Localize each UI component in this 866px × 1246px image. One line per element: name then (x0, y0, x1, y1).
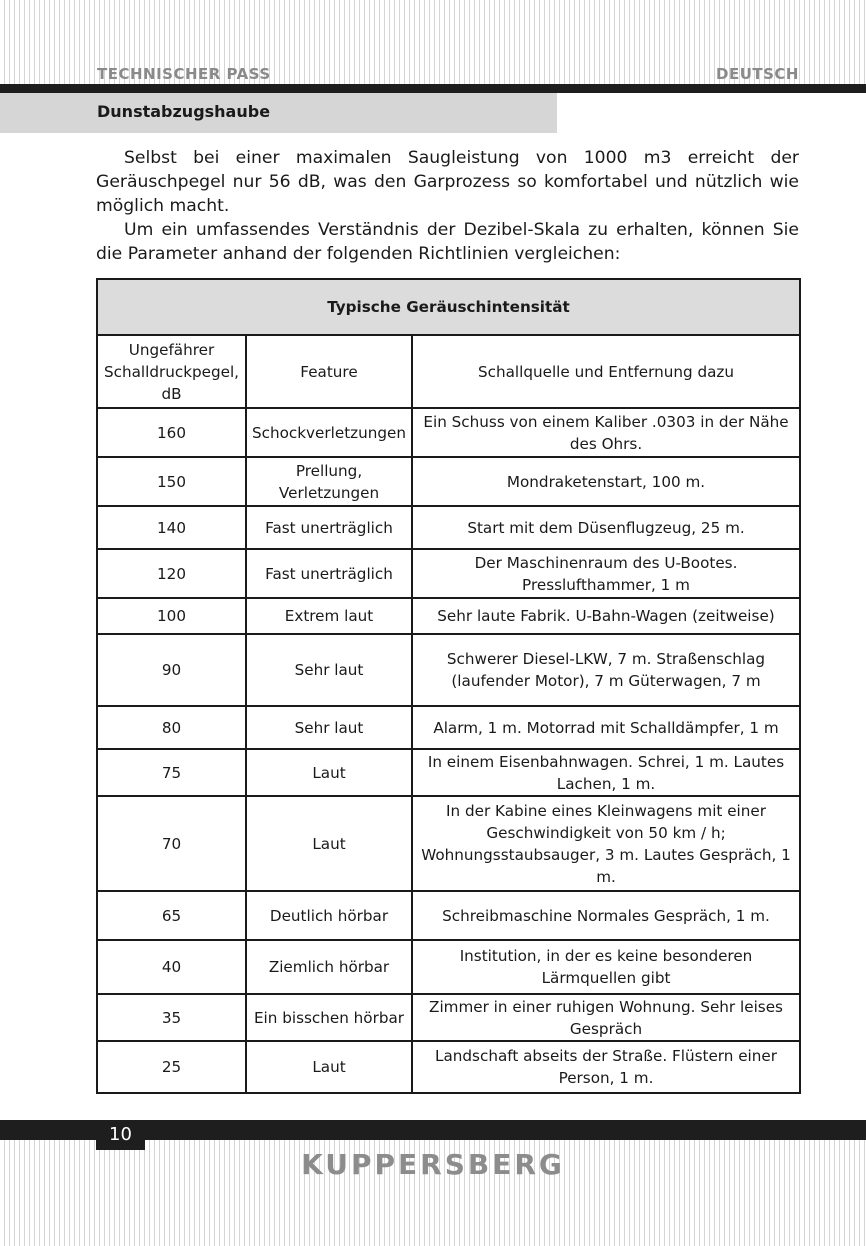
feature-cell: Fast unerträglich (246, 549, 412, 598)
source-cell: In der Kabine eines Kleinwagens mit einer Geschwindigkeit von 50 km / h; Wohnungsstaubsauger, 3 m. Lautes Gespräch, 1 m. (412, 796, 800, 891)
section-title: Dunstabzugshaube (97, 102, 271, 121)
db-cell: 150 (97, 457, 246, 506)
feature-cell: Extrem laut (246, 598, 412, 634)
noise-intensity-table (96, 278, 801, 1094)
table-row (97, 891, 800, 940)
source-cell: In einem Eisenbahnwagen. Schrei, 1 m. Lautes Lachen, 1 m. (412, 749, 800, 796)
table-row (97, 408, 800, 457)
table-title-row (97, 279, 800, 335)
table-title: Typische Geräuschintensität (97, 279, 800, 335)
table-row (97, 749, 800, 796)
db-cell: 75 (97, 749, 246, 796)
table-row (97, 598, 800, 634)
feature-cell: Ziemlich hörbar (246, 940, 412, 994)
feature-cell: Sehr laut (246, 634, 412, 706)
source-cell: Ein Schuss von einem Kaliber .0303 in der Nähe des Ohrs. (412, 408, 800, 457)
table-row (97, 994, 800, 1041)
table-row (97, 940, 800, 994)
intro-paragraph-2: Um ein umfassendes Verständnis der Dezibel-Skala zu erhalten, können Sie die Parameter anhand der folgenden Richtlinien vergleichen: (96, 220, 799, 264)
db-cell: 80 (97, 706, 246, 749)
feature-cell: Prellung, Verletzungen (246, 457, 412, 506)
feature-cell: Laut (246, 1041, 412, 1093)
table-row (97, 457, 800, 506)
db-cell: 100 (97, 598, 246, 634)
table-row (97, 634, 800, 706)
table-row (97, 549, 800, 598)
section-band (0, 93, 557, 133)
table-header-row (97, 335, 800, 408)
feature-cell: Laut (246, 796, 412, 891)
table-row (97, 796, 800, 891)
brand-logo: KUPPERSBERG (301, 1148, 565, 1181)
source-cell: Alarm, 1 m. Motorrad mit Schalldämpfer, 1 m (412, 706, 800, 749)
feature-cell: Ein bisschen hörbar (246, 994, 412, 1041)
header-doc-type: TECHNISCHER PASS (97, 65, 271, 83)
source-cell: Sehr laute Fabrik. U-Bahn-Wagen (zeitweise) (412, 598, 800, 634)
db-cell: 25 (97, 1041, 246, 1093)
db-cell: 160 (97, 408, 246, 457)
feature-cell: Fast unerträglich (246, 506, 412, 549)
db-cell: 40 (97, 940, 246, 994)
intro-text (96, 146, 799, 266)
source-cell: Schreibmaschine Normales Gespräch, 1 m. (412, 891, 800, 940)
db-cell: 70 (97, 796, 246, 891)
db-cell: 65 (97, 891, 246, 940)
column-header-source: Schallquelle und Entfernung dazu (412, 335, 800, 408)
source-cell: Landschaft abseits der Straße. Flüstern einer Person, 1 m. (412, 1041, 800, 1093)
db-cell: 120 (97, 549, 246, 598)
intro-paragraph-1: Selbst bei einer maximalen Saugleistung von 1000 m3 erreicht der Geräuschpegel nur 56 dB, was den Garprozess so komfortabel und nützlich wie möglich macht. (96, 148, 799, 216)
feature-cell: Schockverletzungen (246, 408, 412, 457)
table-row (97, 1041, 800, 1093)
source-cell: Der Maschinenraum des U-Bootes. Presslufthammer, 1 m (412, 549, 800, 598)
db-cell: 140 (97, 506, 246, 549)
source-cell: Institution, in der es keine besonderen Lärmquellen gibt (412, 940, 800, 994)
db-cell: 90 (97, 634, 246, 706)
feature-cell: Deutlich hörbar (246, 891, 412, 940)
feature-cell: Laut (246, 749, 412, 796)
table-row (97, 506, 800, 549)
source-cell: Zimmer in einer ruhigen Wohnung. Sehr leises Gespräch (412, 994, 800, 1041)
source-cell: Mondraketenstart, 100 m. (412, 457, 800, 506)
source-cell: Start mit dem Düsenflugzeug, 25 m. (412, 506, 800, 549)
header-divider-bar (0, 84, 866, 93)
column-header-feature: Feature (246, 335, 412, 408)
source-cell: Schwerer Diesel-LKW, 7 m. Straßenschlag (laufender Motor), 7 m Güterwagen, 7 m (412, 634, 800, 706)
header-language: DEUTSCH (716, 65, 799, 83)
feature-cell: Sehr laut (246, 706, 412, 749)
column-header-db: Ungefährer Schalldruckpegel, dB (97, 335, 246, 408)
page-number: 10 (96, 1120, 145, 1150)
table-row (97, 706, 800, 749)
db-cell: 35 (97, 994, 246, 1041)
